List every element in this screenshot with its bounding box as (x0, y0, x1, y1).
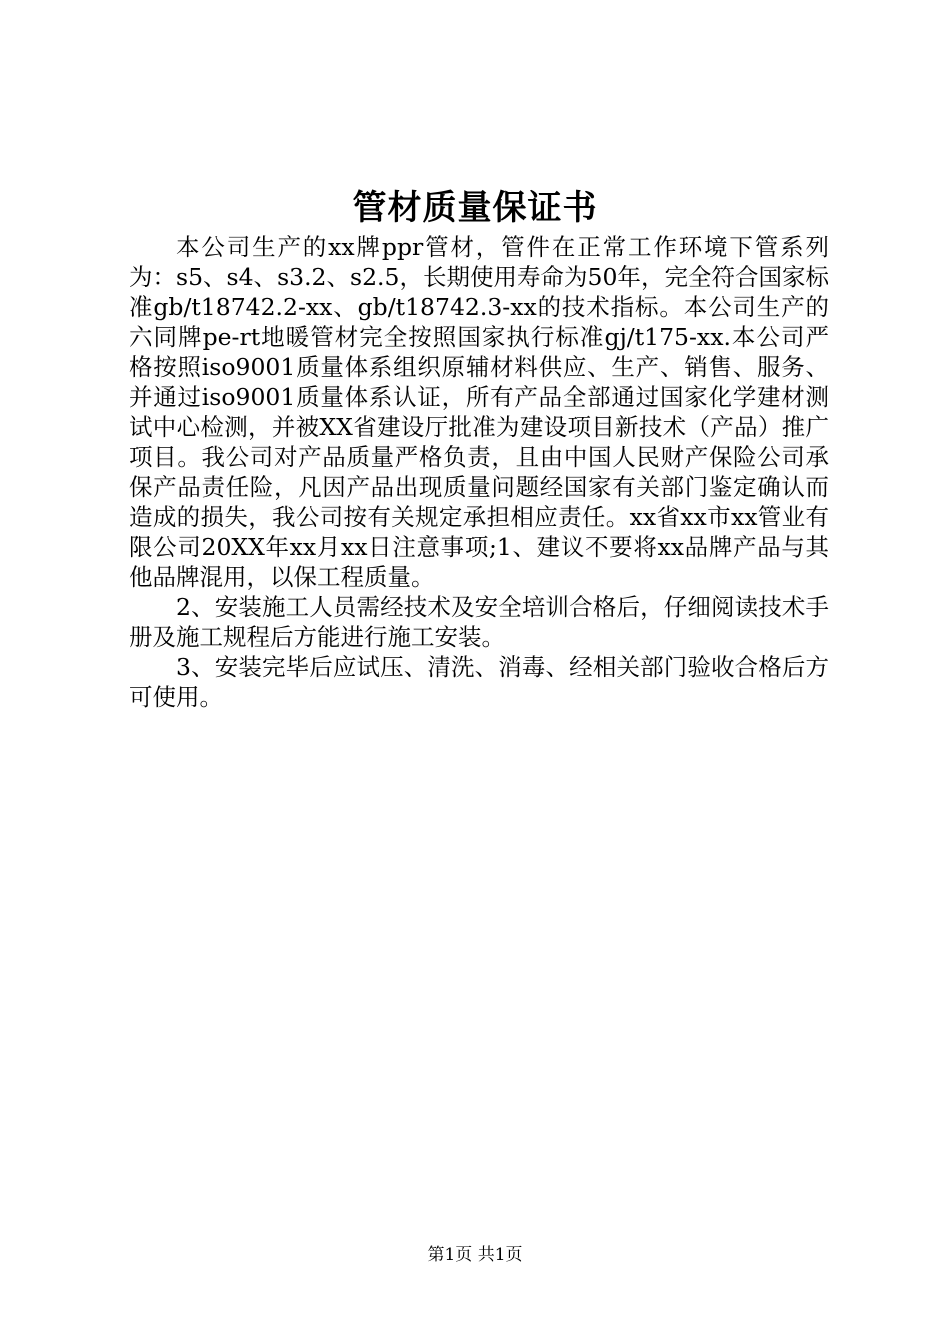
paragraph: 本公司生产的xx牌ppr管材，管件在正常工作环境下管系列为：s5、s4、s3.2、s2.5，长期使用寿命为50年，完全符合国家标准gb/t18742.2-xx、gb/t18742.3-xx的技术指标。本公司生产的六同牌pe-rt地暖管材完全按照国家执行标准gj/t175-xx.本公司严格按照iso9001质量体系组织原辅材料供应、生产、销售、服务、并通过iso9001质量体系认证，所有产品全部通过国家化学建材测试中心检测，并被XX省建设厅批准为建设项目新技术（产品）推广项目。我公司对产品质量严格负责，且由中国人民财产保险公司承保产品责任险，凡因产品出现质量问题经国家有关部门鉴定确认而造成的损失，我公司按有关规定承担相应责任。xx省xx市xx管业有限公司20XX年xx月xx日注意事项;1、建议不要将xx品牌产品与其他品牌混用，以保工程质量。 (129, 233, 829, 591)
paragraph: 3、安装完毕后应试压、清洗、消毒、经相关部门验收合格后方可使用。 (129, 653, 829, 711)
page-footer: 第1页 共1页 (427, 1245, 523, 1265)
document-body (129, 232, 829, 712)
page-title: 管材质量保证书 (352, 188, 598, 228)
paragraph: 2、安装施工人员需经技术及安全培训合格后，仔细阅读技术手册及施工规程后方能进行施工安装。 (129, 593, 829, 651)
